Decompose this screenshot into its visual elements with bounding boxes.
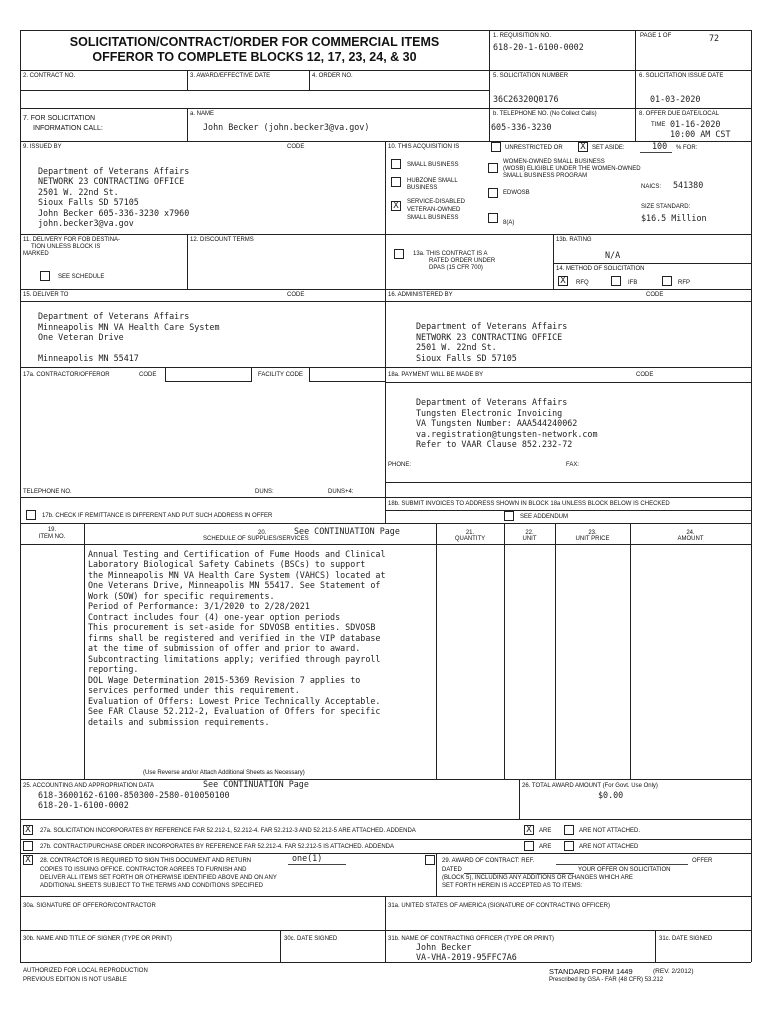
col-unit-price-label: UNIT PRICE <box>575 536 610 542</box>
delivery-label-1: 11. DELIVERY FOR FOB DESTINA- <box>23 237 121 243</box>
accounting-line-2: 618-20-1-6100-0002 <box>38 800 129 810</box>
edwosb-label: EDWOSB <box>503 190 530 196</box>
col-item-no-label: ITEM NO. <box>38 534 66 540</box>
addenda-are-checkbox-b[interactable] <box>524 841 534 851</box>
contractor-telephone-label: TELEPHONE NO. <box>23 489 72 495</box>
col-schedule-num: 20. <box>258 530 267 536</box>
offer-due-label: 8. OFFER DUE DATE/LOCAL <box>639 111 719 117</box>
award-dated-label: DATED <box>442 867 462 873</box>
col-item-no-num: 19. <box>47 527 57 533</box>
set-aside-checkbox[interactable]: X <box>578 142 588 152</box>
issued-by-line: 2501 W. 22nd St. <box>38 187 119 197</box>
description-line: Period of Performance: 3/1/2020 to 2/28/2021 <box>88 601 310 611</box>
page-total: 72 <box>709 33 720 43</box>
issued-by-line: Sioux Falls SD 57105 <box>38 197 139 207</box>
deliver-to-label: 15. DELIVER TO <box>23 292 69 298</box>
sdvosb-label-1: SERVICE-DISABLED <box>407 199 465 205</box>
payment-line: va.registration@tungsten-network.com <box>416 429 598 439</box>
award-line-2: YOUR OFFER ON SOLICITATION <box>578 867 671 873</box>
submit-invoices-label: 18b. SUBMIT INVOICES TO ADDRESS SHOWN IN BLOCK 18a UNLESS BLOCK BELOW IS CHECKED <box>388 501 670 507</box>
award-date-label: 3. AWARD/EFFECTIVE DATE <box>190 73 271 79</box>
delivery-label-2: TION UNLESS BLOCK IS <box>31 244 101 250</box>
award-line-1: 29. AWARD OF CONTRACT: REF. <box>442 858 535 864</box>
description-line: One Veterans Drive, Minneapolis MN 55417. See Statement of <box>88 580 381 590</box>
administered-by-line: NETWORK 23 CONTRACTING OFFICE <box>416 332 563 342</box>
sdvosb-label-3: SMALL BUSINESS <box>407 215 459 221</box>
size-standard-value[interactable]: $16.5 Million <box>641 213 707 223</box>
issue-date-value[interactable]: 01-03-2020 <box>650 94 701 104</box>
wosb-label-1: WOMEN-OWNED SMALL BUSINESS <box>503 159 605 165</box>
payment-line: Tungsten Electronic Invoicing <box>416 408 563 418</box>
description-line: Laboratory Biological Safety Cabinets (BSCs) to support <box>88 559 366 569</box>
contractor-code-box[interactable] <box>165 367 252 382</box>
issued-by-code-label: CODE <box>287 144 305 150</box>
small-business-checkbox[interactable] <box>391 159 401 169</box>
copies-value[interactable]: one(1) <box>292 853 323 863</box>
contractor-label: 17a. CONTRACTOR/OFFEROR <box>23 372 110 378</box>
unrestricted-label: UNRESTRICTED OR <box>505 145 563 151</box>
see-schedule-label: SEE SCHEDULE <box>58 274 105 280</box>
wosb-checkbox[interactable] <box>488 163 498 173</box>
col-quantity-num: 21. <box>465 530 475 536</box>
form-title-line-1: SOLICITATION/CONTRACT/ORDER FOR COMMERCIAL ITEMS <box>69 35 440 49</box>
delivery-label-3: MARKED <box>23 251 49 257</box>
issued-by-line: John Becker 605-336-3230 x7960 <box>38 208 190 218</box>
accounting-label: 25. ACCOUNTING AND APPROPRIATION DATA <box>23 783 155 789</box>
facility-code-label: FACILITY CODE <box>258 372 303 378</box>
offer-due-time[interactable]: 10:00 AM CST <box>670 129 731 139</box>
col-schedule-label: SCHEDULE OF SUPPLIES/SERVICES <box>203 536 309 542</box>
wosb-label-2: (WOSB) ELIGIBLE UNDER THE WOMEN-OWNED <box>503 166 641 172</box>
duns4-label: DUNS+4: <box>328 489 354 495</box>
payment-line: VA Tungsten Number: AAA544240062 <box>416 418 578 428</box>
see-addendum-checkbox[interactable] <box>504 511 514 521</box>
col-quantity-label: QUANTITY <box>454 536 486 542</box>
contractor-sign-line-1: 28. CONTRACTOR IS REQUIRED TO SIGN THIS DOCUMENT AND RETURN <box>40 858 252 864</box>
requisition-value: 618-20-1-6100-0002 <box>493 42 584 52</box>
contract-no-label: 2. CONTRACT NO. <box>23 73 76 79</box>
rfp-checkbox[interactable] <box>662 276 672 286</box>
small-business-label: SMALL BUSINESS <box>407 162 459 168</box>
contract-incorporates-checkbox[interactable] <box>23 841 33 851</box>
contract-incorporates-label: 27b. CONTRACT/PURCHASE ORDER INCORPORATES BY REFERENCE FAR 52.212-4. FAR 52.212-5 IS ATTACHED. ADDENDA <box>40 844 394 850</box>
award-line-4: SET FORTH HEREIN IS ACCEPTED AS TO ITEMS: <box>442 883 583 889</box>
description-line: Annual Testing and Certification of Fume Hoods and Clinical <box>88 549 386 559</box>
col-schedule-ref: See CONTINUATION Page <box>294 526 400 536</box>
deliver-to-line: Department of Veterans Affairs <box>38 311 190 321</box>
contractor-sign-line-3: DELIVER ALL ITEMS SET FORTH OR OTHERWISE IDENTIFIED ABOVE AND ON ANY <box>40 875 277 881</box>
administered-by-code-label: CODE <box>646 292 664 298</box>
info-call-label-2: INFORMATION CALL: <box>33 125 103 132</box>
payment-by-label: 18a. PAYMENT WILL BE MADE BY <box>388 372 484 378</box>
col-amount-num: 24. <box>686 530 695 536</box>
dpas-checkbox[interactable] <box>394 249 404 259</box>
contractor-code-label: CODE <box>139 372 157 378</box>
total-award-value[interactable]: $0.00 <box>598 790 624 800</box>
naics-value[interactable]: 541380 <box>673 180 704 190</box>
col-unit-label: UNIT <box>522 536 537 542</box>
rfq-checkbox[interactable]: X <box>558 276 568 286</box>
hubzone-checkbox[interactable] <box>391 177 401 187</box>
sdvosb-checkbox[interactable]: X <box>391 201 401 211</box>
method-label: 14. METHOD OF SOLICITATION <box>556 266 645 272</box>
acquisition-label: 10. THIS ACQUISITION IS <box>388 144 460 150</box>
contact-name-value[interactable]: John Becker (john.becker3@va.gov) <box>203 122 370 132</box>
col-amount-label: AMOUNT <box>677 536 704 542</box>
form-title-line-2: OFFEROR TO COMPLETE BLOCKS 12, 17, 23, 24, & 30 <box>92 50 417 64</box>
remittance-checkbox[interactable] <box>26 510 36 520</box>
description-line: at the time of submission of offer and prior to award. <box>88 643 361 653</box>
remittance-label: 17b. CHECK IF REMITTANCE IS DIFFERENT AND PUT SUCH ADDRESS IN OFFER <box>42 513 273 519</box>
addenda-not-checkbox-a[interactable] <box>564 825 574 835</box>
hubzone-label-2: BUSINESS <box>407 185 438 191</box>
accounting-ref: See CONTINUATION Page <box>203 779 309 789</box>
set-aside-percent[interactable]: 100 <box>652 141 668 151</box>
description-line: details and submission requirements. <box>88 717 270 727</box>
unrestricted-checkbox[interactable] <box>491 142 501 152</box>
footer-previous: PREVIOUS EDITION IS NOT USABLE <box>23 977 127 983</box>
description-line: firms shall be registered and verified in the VIP database <box>88 633 381 643</box>
description-line: See FAR Clause 52.212-2, Evaluation of Offers for specific <box>88 706 381 716</box>
see-schedule-checkbox[interactable] <box>40 271 50 281</box>
col-unit-num: 22. <box>525 530 534 536</box>
total-award-label: 26. TOTAL AWARD AMOUNT (For Govt. Use Only) <box>522 783 658 789</box>
addenda-are-label-b: ARE <box>539 844 552 850</box>
deliver-to-line: Minneapolis MN 55417 <box>38 353 139 363</box>
offer-due-date[interactable]: 01-16-2020 <box>670 119 721 129</box>
administered-by-label: 16. ADMINISTERED BY <box>388 292 453 298</box>
col-unit-price-num: 23. <box>588 530 597 536</box>
telephone-value[interactable]: 605-336-3230 <box>491 122 552 132</box>
rfq-label: RFQ <box>576 280 589 286</box>
accounting-line-1: 618-3600162-6100-850300-2580-010050100 <box>38 790 230 800</box>
dpas-label-2: RATED ORDER UNDER <box>429 258 496 264</box>
description-line: This procurement is set-aside for SDVOSB entities. SDVOSB <box>88 622 376 632</box>
administered-by-line: 2501 W. 22nd St. <box>416 342 497 352</box>
rfp-label: RFP <box>678 280 690 286</box>
co-name-label: 31b. NAME OF CONTRACTING OFFICER (TYPE OR PRINT) <box>388 936 555 942</box>
contact-name-label: a. NAME <box>190 111 215 117</box>
reverse-note: (Use Reverse and/or Attach Additional Sheets as Necessary) <box>143 770 305 776</box>
deliver-to-line: One Veteran Drive <box>38 332 124 342</box>
size-standard-label: SIZE STANDARD: <box>641 204 691 210</box>
description-line: Work (SOW) for specific requirements. <box>88 591 275 601</box>
footer-form-number: STANDARD FORM 1449 <box>549 967 633 976</box>
description-line: reporting. <box>88 664 139 674</box>
solicitation-number-value[interactable]: 36C26320Q0176 <box>493 94 559 104</box>
info-call-label-1: 7. FOR SOLICITATION <box>23 115 96 122</box>
naics-label: NAICS: <box>641 184 662 190</box>
co-signature-label: 31a. UNITED STATES OF AMERICA (SIGNATURE OF CONTRACTING OFFICER) <box>388 903 611 909</box>
footer-revision: (REV. 2/2012) <box>653 968 694 975</box>
description-line: services performed under this requirement. <box>88 685 300 695</box>
telephone-label: b. TELEPHONE NO. (No Collect Calls) <box>493 111 597 117</box>
rating-label: 13b. RATING <box>556 237 592 243</box>
payment-line: Refer to VAAR Clause 852.232-72 <box>416 439 573 449</box>
dpas-label-1: 13a. THIS CONTRACT IS A <box>413 251 488 257</box>
issued-by-label: 9. ISSUED BY <box>23 144 62 150</box>
payment-code-label: CODE <box>636 372 654 378</box>
eight-a-label: 8(A) <box>503 220 515 226</box>
solicitation-incorporates-label: 27a. SOLICITATION INCORPORATES BY REFERENCE FAR 52.212-1, 52.212-4. FAR 52.212-3 AND 52.212-5 ARE ATTACHED. ADDENDA <box>40 828 416 834</box>
edwosb-checkbox[interactable] <box>488 188 498 198</box>
sdvosb-label-2: VETERAN-OWNED <box>407 207 461 213</box>
discount-terms-label: 12. DISCOUNT TERMS <box>190 237 254 243</box>
co-name-value: John Becker <box>416 942 472 952</box>
issued-by-line: john.becker3@va.gov <box>38 218 134 228</box>
deliver-to-line: Minneapolis MN VA Health Care System <box>38 322 220 332</box>
addenda-not-checkbox-b[interactable] <box>564 841 574 851</box>
dpas-label-3: DPAS (15 CFR 700) <box>429 265 483 271</box>
addenda-are-checkbox-a[interactable]: X <box>524 825 534 835</box>
payment-phone-label: PHONE: <box>388 462 412 468</box>
deliver-to-code-label: CODE <box>287 292 305 298</box>
description-line: Contract includes four (4) one-year option periods <box>88 612 341 622</box>
hubzone-label-1: HUBZONE SMALL <box>407 178 458 184</box>
award-checkbox[interactable] <box>425 855 435 865</box>
administered-by-line: Department of Veterans Affairs <box>416 321 568 331</box>
offer-due-time-label: TIME <box>651 122 666 128</box>
description-line: the Minneapolis MN VA Health Care System (VAHCS) located at <box>88 570 386 580</box>
description-line: Subcontracting limitations apply; verified through payroll <box>88 654 381 664</box>
set-aside-label: SET ASIDE: <box>592 145 625 151</box>
contractor-sign-checkbox[interactable]: X <box>23 855 33 865</box>
payment-line: Department of Veterans Affairs <box>416 397 568 407</box>
addenda-not-label-a: ARE NOT ATTACHED. <box>579 828 641 834</box>
facility-code-box[interactable] <box>309 367 385 382</box>
award-offer-label: OFFER <box>692 858 713 864</box>
offeror-signature-label: 30a. SIGNATURE OF OFFEROR/CONTRACTOR <box>23 903 156 909</box>
description-line: Evaluation of Offers: Lowest Price Technically Acceptable. <box>88 696 381 706</box>
award-line-3: (BLOCK 5), INCLUDING ANY ADDITIONS OR CHANGES WHICH ARE <box>442 875 633 881</box>
solicitation-incorporates-checkbox[interactable]: X <box>23 825 33 835</box>
see-addendum-label: SEE ADDENDUM <box>520 514 569 520</box>
requisition-label: 1. REQUISITION NO. <box>493 33 552 39</box>
percent-for-label: % FOR: <box>676 145 698 151</box>
wosb-label-3: SMALL BUSINESS PROGRAM <box>503 173 588 179</box>
description-line: DOL Wage Determination 2015-5369 Revision 7 applies to <box>88 675 361 685</box>
addenda-not-label-b: ARE NOT ATTACHED <box>579 844 639 850</box>
ifb-checkbox[interactable] <box>611 276 621 286</box>
issue-date-label: 6. SOLICITATION ISSUE DATE <box>639 73 724 79</box>
issued-by-line: Department of Veterans Affairs <box>38 166 190 176</box>
signer-name-label: 30b. NAME AND TITLE OF SIGNER (TYPE OR PRINT) <box>23 936 172 942</box>
ifb-label: IFB <box>628 280 638 286</box>
duns-label: DUNS: <box>255 489 274 495</box>
solicitation-number-label: 5. SOLICITATION NUMBER <box>493 73 569 79</box>
payment-fax-label: FAX: <box>566 462 580 468</box>
co-date-label: 31c. DATE SIGNED <box>659 936 713 942</box>
issued-by-line: NETWORK 23 CONTRACTING OFFICE <box>38 176 185 186</box>
footer-authorized: AUTHORIZED FOR LOCAL REPRODUCTION <box>23 968 148 974</box>
contractor-sign-line-4: ADDITIONAL SHEETS SUBJECT TO THE TERMS AND CONDITIONS SPECIFIED <box>40 883 263 889</box>
eight-a-checkbox[interactable] <box>488 213 498 223</box>
rating-value[interactable]: N/A <box>605 250 621 260</box>
order-no-label: 4. ORDER NO. <box>312 73 353 79</box>
footer-prescribed: Prescribed by GSA - FAR (48 CFR) 53.212 <box>549 977 664 983</box>
addenda-are-label-a: ARE <box>539 828 552 834</box>
co-id-value: VA-VHA-2019-95FFC7A6 <box>416 952 517 962</box>
contractor-sign-line-2: COPIES TO ISSUING OFFICE. CONTRACTOR AGREES TO FURNISH AND <box>40 867 247 873</box>
administered-by-line: Sioux Falls SD 57105 <box>416 353 517 363</box>
offeror-date-label: 30c. DATE SIGNED <box>284 936 338 942</box>
page-label: PAGE 1 OF <box>640 33 672 39</box>
